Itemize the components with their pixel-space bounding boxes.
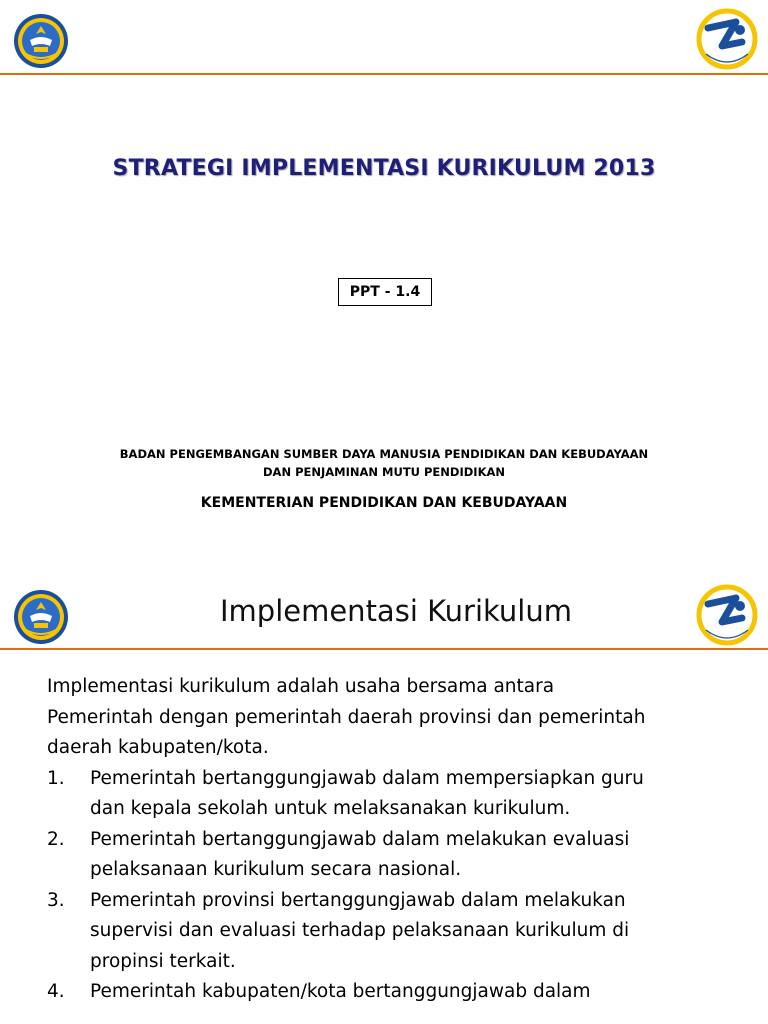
content-slide [0, 576, 768, 1024]
intro-paragraph [47, 672, 737, 764]
organization-name [0, 445, 768, 481]
intro-line: daerah kabupaten/kota. [47, 737, 269, 758]
list-line: Pemerintah bertanggungjawab dalam mempersiapkan guru [90, 767, 644, 789]
list-line: Pemerintah kabupaten/kota bertanggungjawab dalam [90, 981, 591, 1002]
intro-line: Implementasi kurikulum adalah usaha bersama antara [47, 676, 555, 697]
intro-line: Pemerintah dengan pemerintah daerah provinsi dan pemerintah [47, 706, 646, 728]
slide-title: STRATEGI IMPLEMENTASI KURIKULUM 2013 [112, 156, 656, 181]
list-line: propinsi terkait. [90, 950, 236, 972]
list-number: 1. [47, 767, 65, 789]
list-number: 2. [47, 828, 65, 850]
list-item [47, 764, 737, 825]
slide-title: Implementasi Kurikulum [219, 594, 572, 628]
kurikulum-2013-logo-icon [696, 8, 758, 74]
organization-line-2: DAN PENJAMINAN MUTU PENDIDIKAN [263, 465, 505, 479]
organization-line-1: BADAN PENGEMBANGAN SUMBER DAYA MANUSIA PENDIDIKAN DAN KEBUDAYAAN [119, 447, 649, 461]
header-divider [0, 73, 768, 75]
list-line: supervisi dan evaluasi terhadap pelaksanaan kurikulum di [90, 920, 630, 941]
list-item [47, 977, 737, 1008]
header-divider [0, 648, 768, 650]
list-line: dan kepala sekolah untuk melaksanakan kurikulum. [90, 798, 571, 819]
list-line: Pemerintah provinsi bertanggungjawab dalam melakukan [90, 889, 626, 911]
ministry-name: KEMENTERIAN PENDIDIKAN DAN KEBUDAYAAN [200, 495, 568, 511]
tut-wuri-handayani-emblem-icon [12, 12, 70, 70]
list-item [47, 825, 737, 886]
list-line: Pemerintah bertanggungjawab dalam melakukan evaluasi [90, 828, 630, 850]
slide-body [47, 672, 737, 1008]
list-line: pelaksanaan kurikulum secara nasional. [90, 859, 462, 880]
list-number: 3. [47, 889, 65, 911]
list-number: 4. [47, 981, 65, 1002]
ppt-code-badge: PPT - 1.4 [338, 278, 432, 306]
list-item [47, 886, 737, 978]
responsibility-list [47, 764, 737, 1008]
